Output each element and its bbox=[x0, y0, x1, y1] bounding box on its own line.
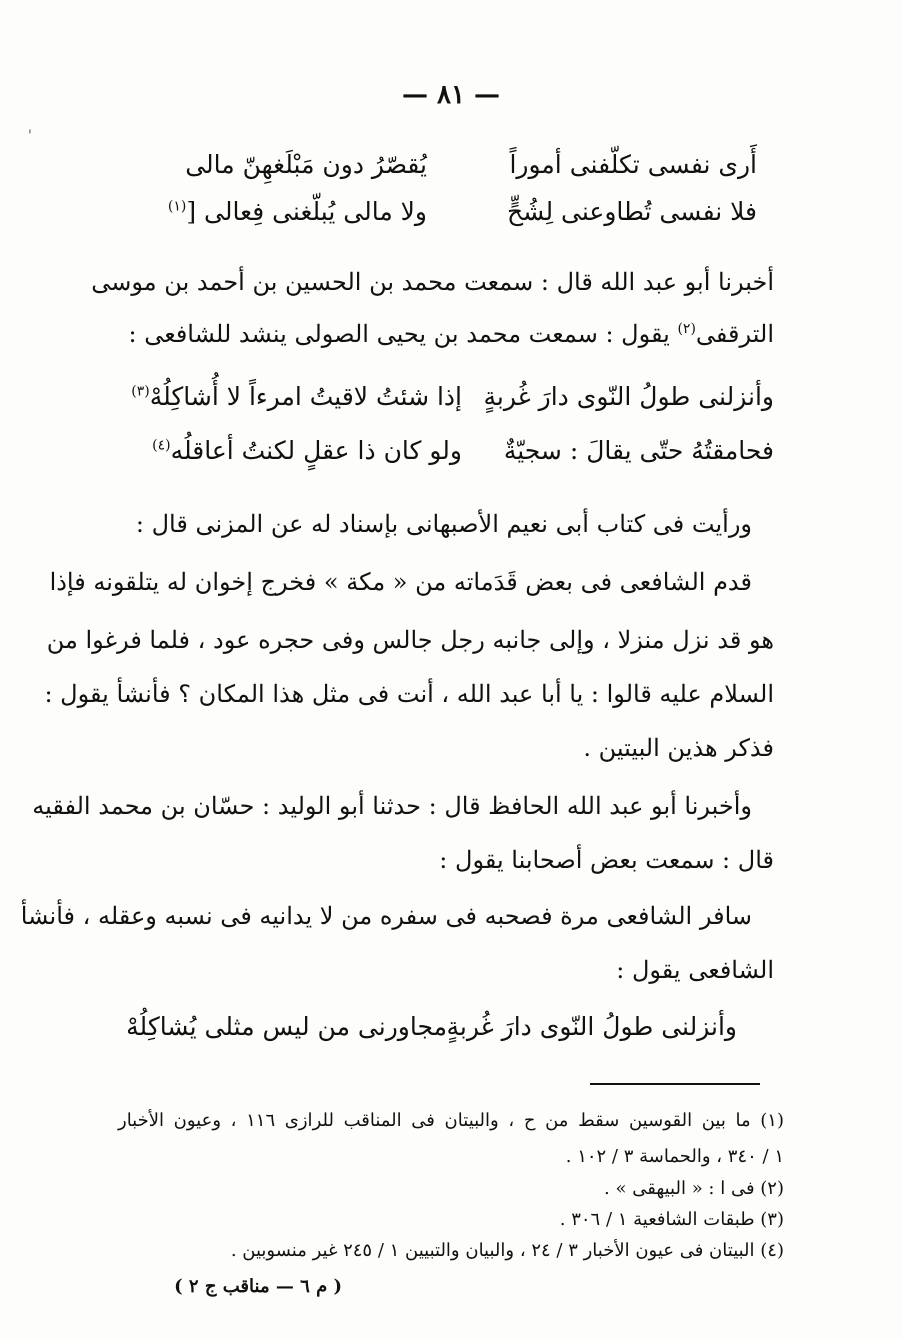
footnote-marker: (٣) bbox=[131, 383, 150, 400]
paragraph-line: سافر الشافعى مرة فصحبه فى سفره من لا يدانيه فى نسبه وعقله ، فأنشأ bbox=[20, 902, 752, 930]
verse-line bbox=[0, 197, 902, 233]
paragraph-line: الشافعى يقول : bbox=[616, 956, 774, 984]
margin-mark: ' bbox=[28, 128, 32, 144]
verse-first-hemistich: وأنزلنى طولُ النّوى دارَ غُربةٍ bbox=[483, 382, 774, 411]
verse-text: ولو كان ذا عقلٍ لكنتُ أعاقلُه bbox=[170, 436, 462, 465]
footnote-line: ١ / ٣٤٠ ، والحماسة ٣ / ١٠٢ . bbox=[565, 1146, 784, 1167]
verse-text: إذا شئتُ لاقيتُ امرءاً لا أُشاكِلُهْ bbox=[149, 382, 462, 411]
paragraph-line: السلام عليه قالوا : يا أبا عبد الله ، أنت فى مثل هذا المكان ؟ فأنشأ يقول : bbox=[44, 680, 774, 708]
footnote-marker: (١) bbox=[167, 198, 187, 215]
verse-line bbox=[0, 436, 902, 472]
footnote-marker: (٤) bbox=[152, 437, 171, 454]
verse-first-hemistich: وأنزلنى طولُ النّوى دارَ غُربةٍ bbox=[446, 1012, 737, 1041]
footnote-line: (٣) طبقات الشافعية ١ / ٣٠٦ . bbox=[559, 1209, 784, 1230]
footnote-divider bbox=[590, 1083, 760, 1085]
verse-line bbox=[0, 150, 902, 186]
verse-first-hemistich: أَرى نفسى تكلّفنى أموراً bbox=[509, 150, 757, 179]
paragraph-line: هو قد نزل منزلا ، وإلى جانبه رجل جالس وفى حجره عود ، فلما فرغوا من bbox=[46, 626, 774, 654]
paragraph-line: أخبرنا أبو عبد الله قال : سمعت محمد بن الحسين بن أحمد بن موسى bbox=[91, 268, 774, 296]
verse-first-hemistich: فلا نفسى تُطاوعنى لِشُحٍّ bbox=[507, 197, 757, 226]
paragraph-line: قدم الشافعى فى بعض قَدَماته من « مكة » فخرج إخوان له يتلقونه فإذا bbox=[49, 568, 752, 596]
paragraph-line: فذكر هذين البيتين . bbox=[583, 734, 774, 762]
verse-second-hemistich bbox=[152, 436, 462, 465]
verse-second-hemistich bbox=[131, 382, 462, 411]
verse-line bbox=[0, 1012, 902, 1048]
verse-text: ولا مالى يُبلّغنى فِعالى [ bbox=[186, 197, 427, 226]
verse-second-hemistich: يُقصّرُ دون مَبْلَغهِنّ مالى bbox=[185, 150, 427, 179]
paragraph-line bbox=[129, 320, 774, 348]
verse-first-hemistich: فحامقتُهُ حتّى يقالَ : سجيّةٌ bbox=[503, 436, 774, 465]
footnote-line: (٢) فى ا : « البيهقى » . bbox=[604, 1178, 784, 1199]
footnote-line: (٤) البيتان فى عيون الأخبار ٣ / ٢٤ ، والبيان والتبيين ١ / ٢٤٥ غير منسوبين . bbox=[230, 1240, 784, 1261]
verse-second-hemistich bbox=[168, 197, 427, 226]
verse-second-hemistich: مجاورنى من ليس مثلى يُشاكِلُهْ bbox=[126, 1012, 447, 1041]
verse-line bbox=[0, 382, 902, 418]
footnote-marker: (٢) bbox=[677, 321, 696, 337]
paragraph-line: وأخبرنا أبو عبد الله الحافظ قال : حدثنا أبو الوليد : حسّان بن محمد الفقيه bbox=[32, 792, 752, 820]
paragraph-line: ورأيت فى كتاب أبى نعيم الأصبهانى بإسناد له عن المزنى قال : bbox=[135, 510, 752, 538]
signature-mark: ( م ٦ — مناقب ج ٢ ) bbox=[174, 1276, 342, 1297]
paragraph-text: يقول : سمعت محمد بن يحيى الصولى ينشد للشافعى : bbox=[128, 320, 678, 348]
footnote-line: (١) ما بين القوسين سقط من ح ، والبيتان فى المناقب للرازى ١١٦ ، وعيون الأخبار bbox=[118, 1110, 784, 1131]
paragraph-line: قال : سمعت بعض أصحابنا يقول : bbox=[439, 846, 774, 874]
page-number: — ٨١ — bbox=[401, 80, 501, 110]
paragraph-text: الترقفى bbox=[695, 320, 774, 348]
